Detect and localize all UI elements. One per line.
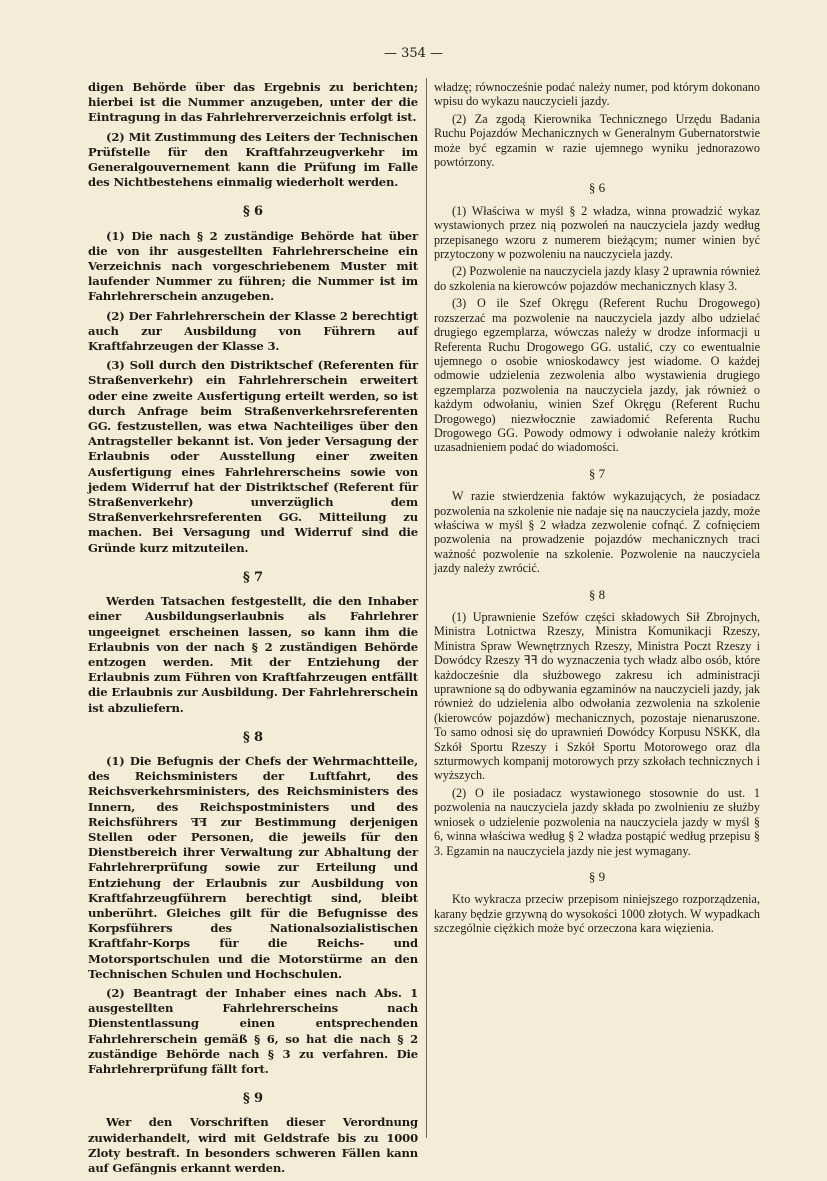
- german-paragraph: Werden Tatsachen festgestellt, die den Inhaber einer Ausbildungserlaubnis als Fahrlehrer ungeeignet erscheinen lassen, so kann ihm die Erlaubnis von der nach § 2 zuständigen Behörde entzogen werden. Mit der Entziehung der Erlaubnis zum Führen von Kraftfahrzeugen entfällt die Erlaubnis zur Ausbildung. Der Fahrlehrerschein ist abzuliefern.: [88, 594, 418, 715]
- polish-section-heading: § 8: [588, 586, 606, 602]
- column-divider: [426, 78, 427, 1138]
- polish-column: [434, 80, 760, 939]
- german-section-heading: § 6: [243, 204, 263, 220]
- german-column: [88, 80, 418, 1180]
- polish-paragraph: W razie stwierdzenia faktów wykazujących, że posiadacz pozwolenia na szkolenie nie nadaje się na nauczyciela jazdy, może właściwa w myśl § 2 władza zezwolenie cofnąć. Z cofnięciem pozwolenia na prowadzenie pojazdów mechanicznych traci ważność pozwolenie na szkolenie. Pozwolenie na nauczyciela jazdy należy zwrócić.: [434, 489, 760, 576]
- polish-paragraph: Kto wykracza przeciw przepisom niniejszego rozporządzenia, karany będzie grzywną do wysokości 1000 złotych. W wypadkach szczególnie ciężkich może być orzeczona kara więzienia.: [434, 892, 760, 936]
- german-paragraph: (2) Der Fahrlehrerschein der Klasse 2 berechtigt auch zur Ausbildung von Führern auf Kraftfahrzeugen der Klasse 3.: [88, 308, 418, 354]
- german-section-heading: § 9: [243, 1091, 263, 1107]
- german-paragraph: Wer den Vorschriften dieser Verordnung zuwiderhandelt, wird mit Geldstrafe bis zu 1000 Zloty bestraft. In besonders schweren Fällen kann auf Gefängnis erkannt werden.: [88, 1115, 418, 1175]
- polish-section-heading: § 7: [588, 465, 606, 481]
- german-paragraph: (3) Soll durch den Distriktschef (Referenten für Straßenverkehr) ein Fahrlehrerschein erweitert oder eine zweite Ausfertigung erteilt werden, so ist durch Anfrage beim Straßenverkehrsreferenten GG. festzustellen, was etwa Nachteiliges über den Antragsteller bekannt ist. Von jeder Versagung der Erlaubnis oder Ausstellung einer zweiten Ausfertigung eines Fahrlehrerscheins sowie von jedem Widerruf hat der Distriktschef (Referent für Straßenverkehr) unverzüglich dem Straßenverkehrsreferenten GG. Mitteilung zu machen. Bei Versagung und Widerruf sind die Gründe kurz mitzuteilen.: [88, 358, 418, 555]
- polish-paragraph: władzę; równocześnie podać należy numer, pod którym dokonano wpisu do wykazu nauczycieli jazdy.: [434, 80, 760, 109]
- german-paragraph: digen Behörde über das Ergebnis zu berichten; hierbei ist die Nummer anzugeben, unter der die Eintragung in das Fahrlehrerverzeichnis erfolgt ist.: [88, 80, 418, 125]
- german-paragraph: (2) Beantragt der Inhaber eines nach Abs. 1 ausgestellten Fahrlehrerscheins nach Dienstentlassung einen entsprechenden Fahrlehrerschein gemäß § 6, so hat die nach § 2 zuständige Behörde nach § 3 zu verfahren. Die Fahrlehrerprüfung fällt fort.: [88, 985, 418, 1076]
- german-section-heading: § 7: [243, 569, 263, 585]
- polish-paragraph: (3) O ile Szef Okręgu (Referent Ruchu Drogowego) rozszerzać ma pozwolenie na nauczyciela jazdy albo udzielać drugiego egzemplarza, wówczas należy w drodze informacji u Referenta Ruchu Drogowego GG. ustalić, czy co ewentualnie ujemnego o osobie wnioskodawcy jest wiadome. O każdej odmowie udzielenia zezwolenia albo wystawienia drugiego egzemplarza pozwolenia na nauczyciela jazdy, jak również o każdym odwołaniu, winien Szef Okręgu (Referent Ruchu Drogowego) niezwłocznie zawiadomić Referenta Ruchu Drogowego GG. Powody odmowy i odwołanie należy krótkim uzasadnieniem podać do wiadomości.: [434, 296, 760, 455]
- polish-paragraph: (2) O ile posiadacz wystawionego stosownie do ust. 1 pozwolenia na nauczyciela jazdy składa po zwolnieniu ze służby wniosek o udzielenie pozwolenia na nauczyciela jazdy w myśl § 6, winna właściwa według § 2 władza postąpić według przepisu § 3. Egzamin na nauczyciela jazdy nie jest wymagany.: [434, 785, 760, 858]
- page-number: — 354 —: [383, 46, 444, 61]
- polish-paragraph: (2) Za zgodą Kierownika Technicznego Urzędu Badania Ruchu Pojazdów Mechanicznych w Generalnym Gubernatorstwie może być egzamin w razie ujemnego wyniku jednorazowo powtórzony.: [434, 111, 760, 170]
- polish-section-heading: § 9: [588, 868, 606, 884]
- polish-paragraph: (1) Właściwa w myśl § 2 władza, winna prowadzić wykaz wystawionych przez nią pozwoleń na nauczyciela jazdy według przepisanego wzoru z numerem bieżącym; numer winien być przytoczony w pozwoleniu na nauczyciela jazdy.: [434, 203, 760, 262]
- polish-paragraph: (1) Uprawnienie Szefów części składowych Sił Zbrojnych, Ministra Lotnictwa Rzeszy, Ministra Komunikacji Rzeszy, Ministra Spraw Wewnętrznych Rzeszy, Ministra Poczt Rzeszy i Dowódcy Rzeszy ꟻꟻ do wyznaczenia tych władz albo osób, które każdocześnie dla służbowego zakresu ich administracji uprawnione są do odbywania egzaminów na nauczycieli jazdy, jak również do udzielenia albo odwołania zezwolenia na szkolenie (kierowców pojazdów) mechanicznych, pozostaje nienaruszone. To samo odnosi się do uprawnień Dowódcy Korpusu NSKK, dla Szkół Sportu Rzeszy i Szkół Sportu Motorowego oraz dla szturmowych kompanij motorowych przy szkołach technicznych i wyższych.: [434, 610, 760, 783]
- polish-paragraph: (2) Pozwolenie na nauczyciela jazdy klasy 2 uprawnia również do szkolenia na kierowców pojazdów mechanicznych klasy 3.: [434, 264, 760, 293]
- german-paragraph: (1) Die Befugnis der Chefs der Wehrmachtteile, des Reichsministers der Luftfahrt, des Reichsverkehrsministers, des Reichsministers des Innern, des Reichspostministers und des Reichsführers ꟻꟻ zur Bestimmung derjenigen Stellen oder Personen, die jeweils für den Dienstbereich ihrer Verwaltung zur Abhaltung der Fahrlehrerprüfung sowie zur Erteilung und Entziehung der Erlaubnis zur Ausbildung von Kraftfahrzeugführern berechtigt sind, bleibt unberührt. Gleiches gilt für die Befugnisse des Korpsführers des Nationalsozialistischen Kraftfahr-Korps für die Reichs- und Motorsportschulen und die Motorstürme an den Technischen Schulen und Hochschulen.: [88, 753, 418, 981]
- polish-section-heading: § 6: [588, 180, 606, 196]
- german-paragraph: (1) Die nach § 2 zuständige Behörde hat über die von ihr ausgestellten Fahrlehrerscheine ein Verzeichnis nach vorgeschriebenem Muster mit laufender Nummer zu führen; die Nummer ist im Fahrlehrerschein anzugeben.: [88, 228, 418, 304]
- german-paragraph: (2) Mit Zustimmung des Leiters der Technischen Prüfstelle für den Kraftfahrzeugverkehr im Generalgouvernement kann die Prüfung im Falle des Nichtbestehens einmalig wiederholt werden.: [88, 129, 418, 190]
- german-section-heading: § 8: [243, 729, 263, 745]
